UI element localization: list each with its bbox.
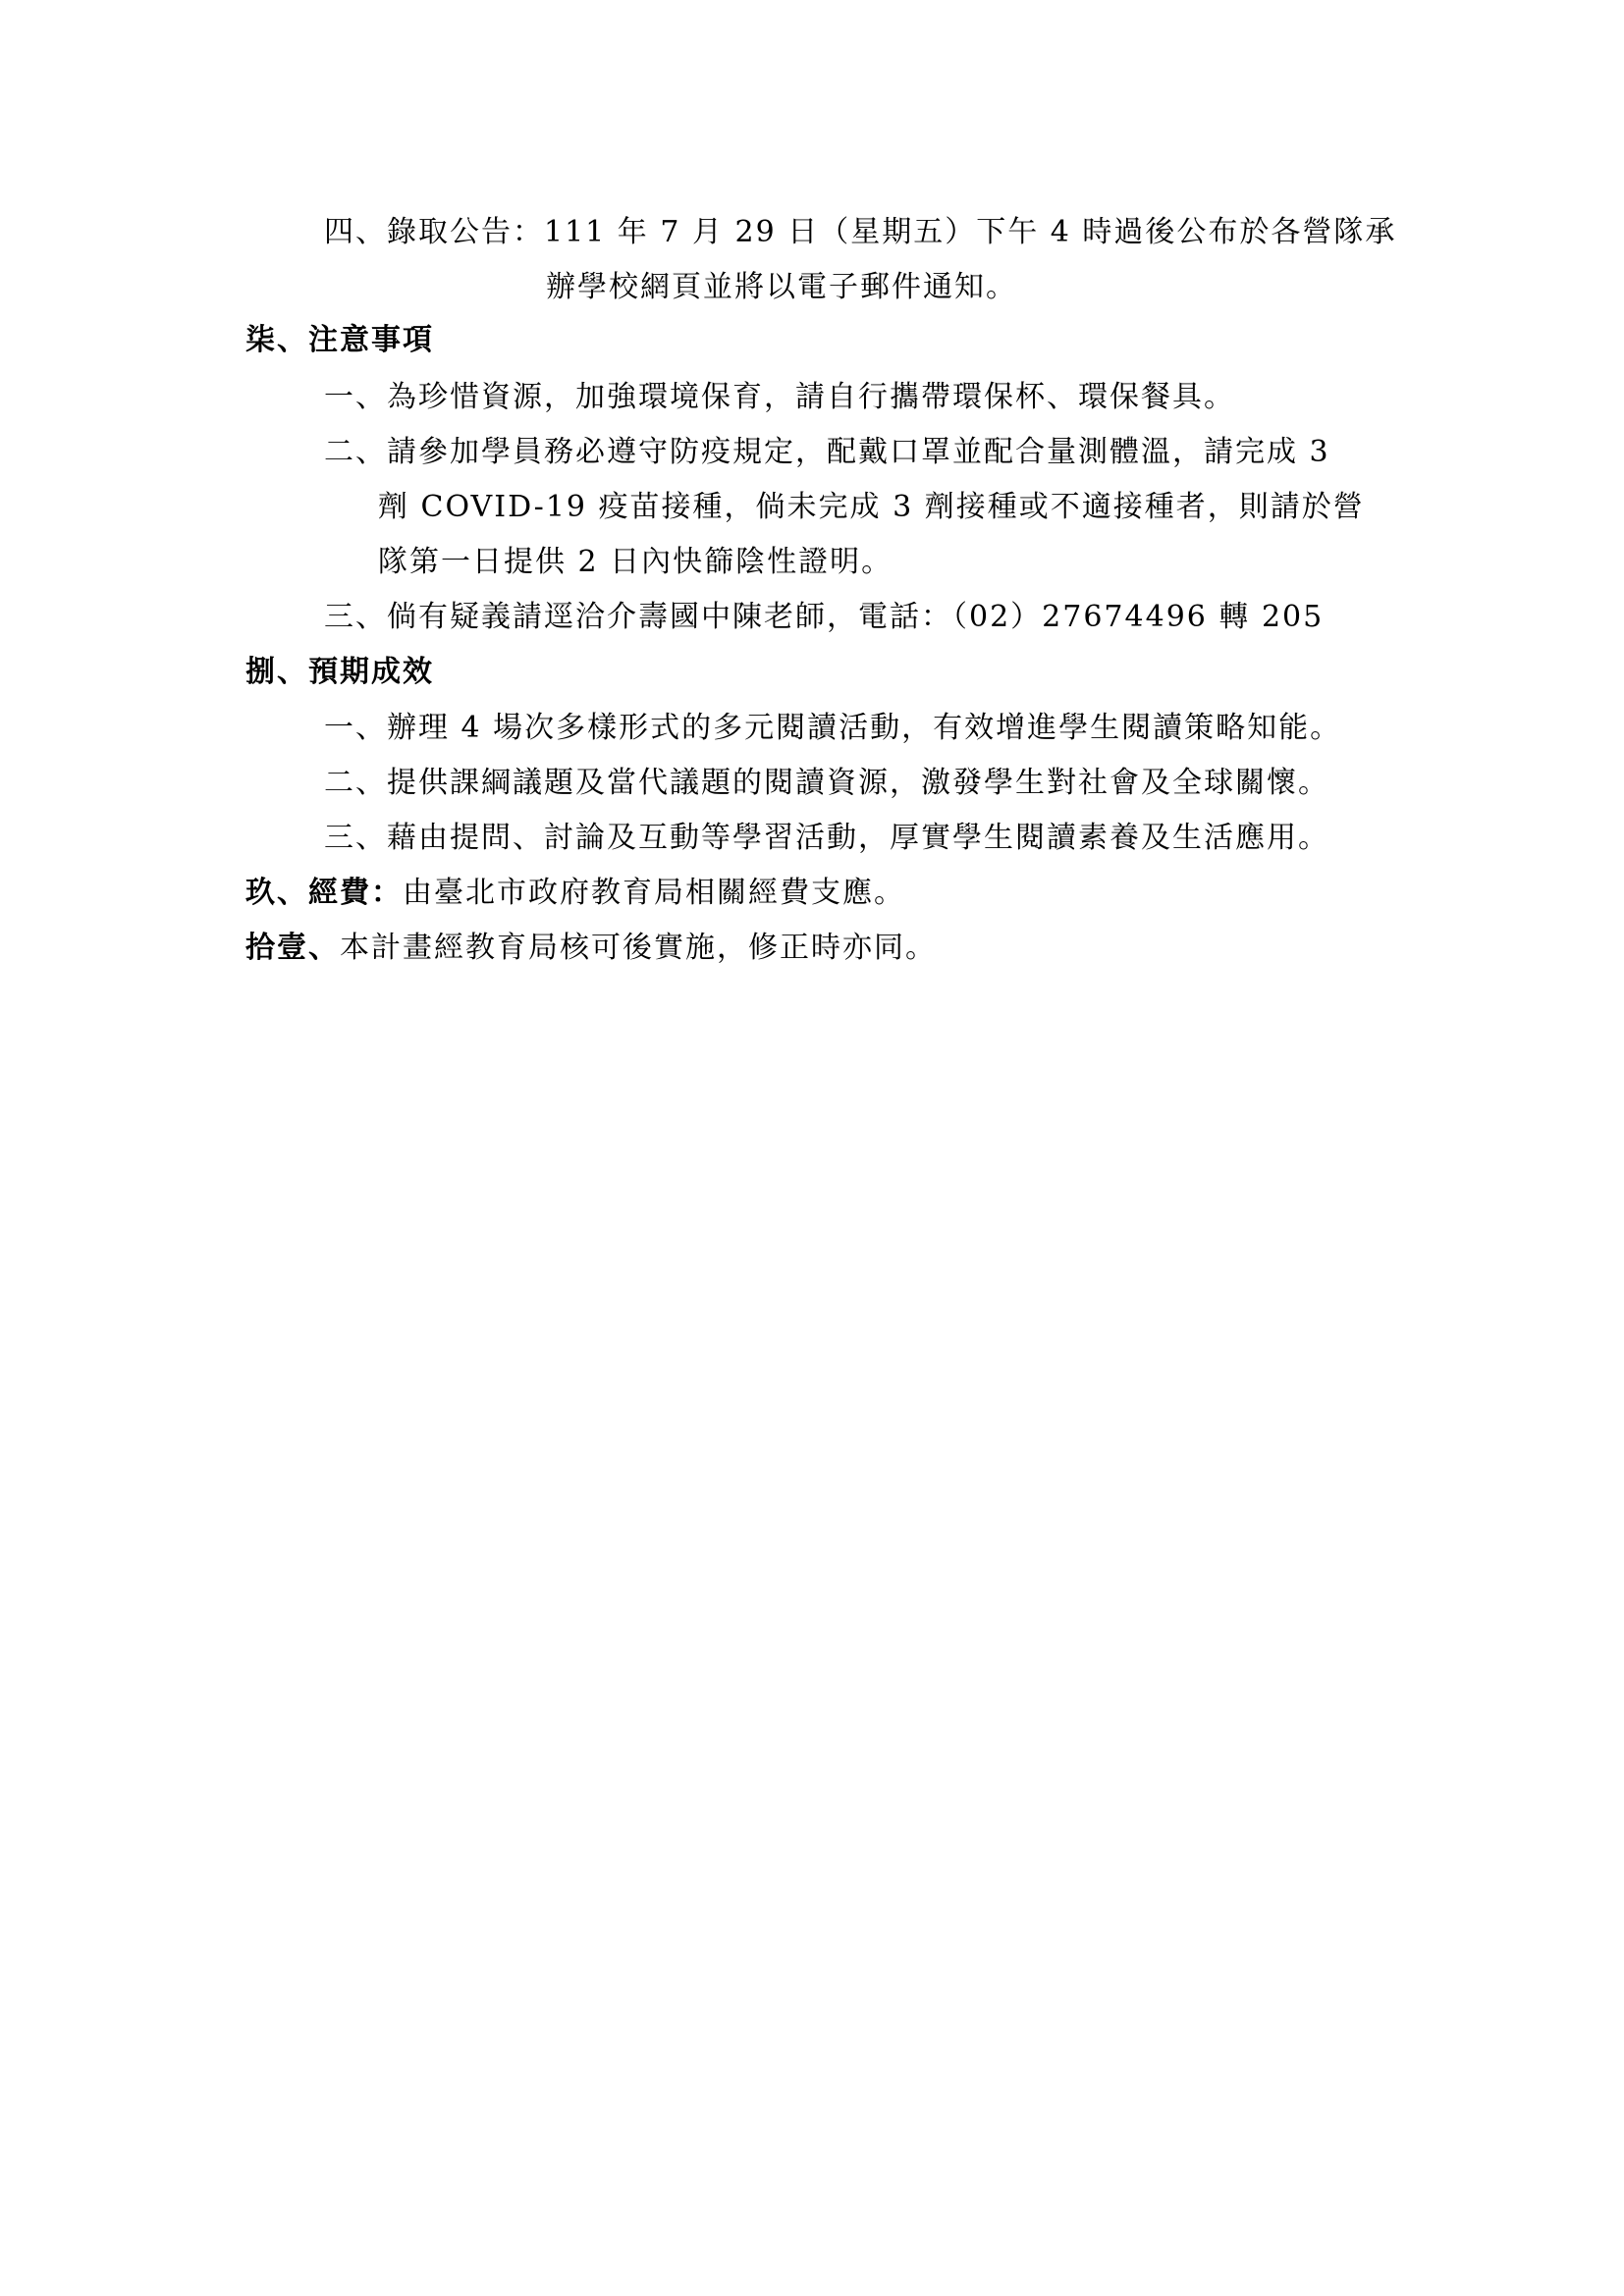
approval-paragraph xyxy=(245,929,937,968)
notes-item-2-line-1: 二、請參加學員務必遵守防疫規定，配戴口罩並配合量測體溫，請完成 3 xyxy=(324,435,1330,469)
funding-paragraph xyxy=(245,874,905,913)
announcement-item-line-1: 四、錄取公告：111 年 7 月 29 日（星期五）下午 4 時過後公布於各營隊承 xyxy=(324,215,1397,249)
notes-item-1: 一、為珍惜資源，加強環境保育，請自行攜帶環保杯、環保餐具。 xyxy=(324,380,1235,414)
funding-text: 由臺北市政府教育局相關經費支應。 xyxy=(403,876,905,910)
section-heading-expected-outcomes: 捌、預期成效 xyxy=(245,655,434,689)
notes-item-2-line-2: 劑 COVID-19 疫苗接種，倘未完成 3 劑接種或不適接種者，則請於營 xyxy=(378,490,1365,524)
announcement-item-line-2: 辦學校網頁並將以電子郵件通知。 xyxy=(546,270,1017,304)
outcomes-item-2: 二、提供課綱議題及當代議題的閱讀資源，激發學生對社會及全球關懷。 xyxy=(324,766,1329,800)
notes-item-2-line-3: 隊第一日提供 2 日內快篩陰性證明。 xyxy=(378,545,893,579)
notes-item-3: 三、倘有疑義請逕洽介壽國中陳老師，電話：（02）27674496 轉 205 xyxy=(324,600,1325,634)
outcomes-item-3: 三、藉由提問、討論及互動等學習活動，厚實學生閱讀素養及生活應用。 xyxy=(324,821,1329,855)
approval-label: 拾壹、 xyxy=(245,931,340,965)
approval-text: 本計畫經教育局核可後實施，修正時亦同。 xyxy=(340,931,937,965)
outcomes-item-1: 一、辦理 4 場次多樣形式的多元閱讀活動，有效增進學生閱讀策略知能。 xyxy=(324,711,1342,745)
section-heading-notes: 柒、注意事項 xyxy=(245,323,434,357)
funding-label: 玖、經費： xyxy=(245,876,403,910)
